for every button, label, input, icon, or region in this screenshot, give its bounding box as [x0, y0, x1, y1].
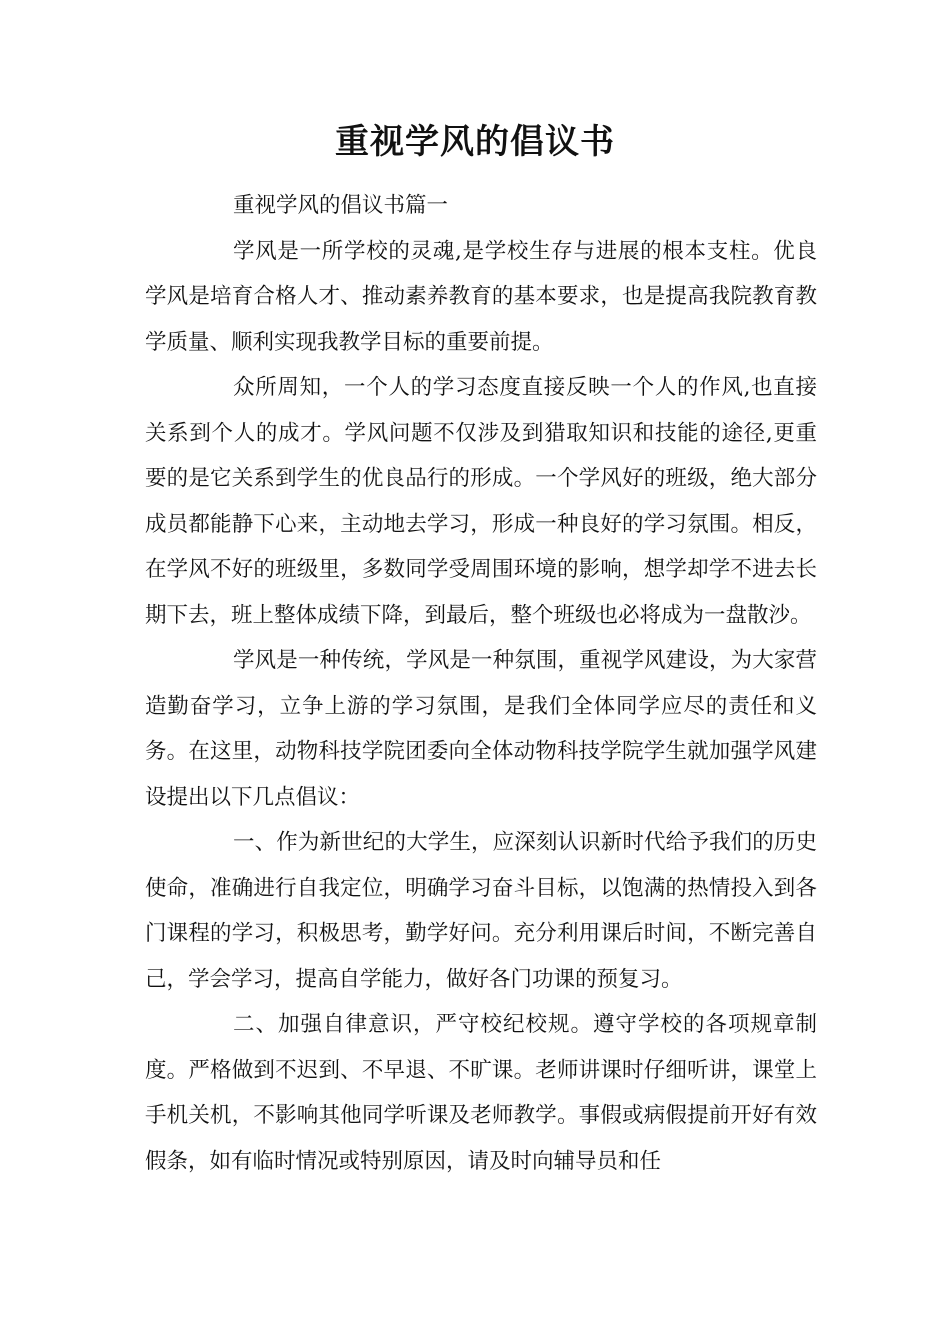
document-subtitle: 重视学风的倡议书篇一: [233, 193, 449, 218]
paragraph: 学风是一所学校的灵魂,是学校生存与进展的根本支柱。优良学风是培育合格人才、推动素养教育的基本要求，也是提高我院教育教学质量、顺利实现我教学目标的重要前提。: [145, 238, 817, 355]
paragraph: 二、加强自律意识，严守校纪校规。遵守学校的各项规章制度。严格做到不迟到、不早退、不旷课。老师讲课时仔细听讲，课堂上手机关机，不影响其他同学听课及老师教学。事假或病假提前开好有效假条，如有临时情况或特别原因，请及时向辅导员和任: [145, 1012, 817, 1174]
document-title: 重视学风的倡议书: [335, 122, 615, 162]
paragraph: 众所周知，一个人的学习态度直接反映一个人的作风,也直接关系到个人的成才。学风问题不仅涉及到猎取知识和技能的途径,更重要的是它关系到学生的优良品行的形成。一个学风好的班级，绝大部分成员都能静下心来，主动地去学习，形成一种良好的学习氛围。相反，在学风不好的班级里，多数同学受周围环境的影响，想学却学不进去长期下去，班上整体成绩下降，到最后，整个班级也必将成为一盘散沙。: [145, 375, 817, 628]
document-body: [145, 183, 817, 1184]
paragraph: 学风是一种传统，学风是一种氛围，重视学风建设，为大家营造勤奋学习，立争上游的学习氛围，是我们全体同学应尽的责任和义务。在这里，动物科技学院团委向全体动物科技学院学生就加强学风建设提出以下几点倡议：: [145, 648, 817, 810]
paragraph: 一、作为新世纪的大学生，应深刻认识新时代给予我们的历史使命，准确进行自我定位，明确学习奋斗目标，以饱满的热情投入到各门课程的学习，积极思考，勤学好问。充分利用课后时间，不断完善自己，学会学习，提高自学能力，做好各门功课的预复习。: [145, 830, 817, 992]
